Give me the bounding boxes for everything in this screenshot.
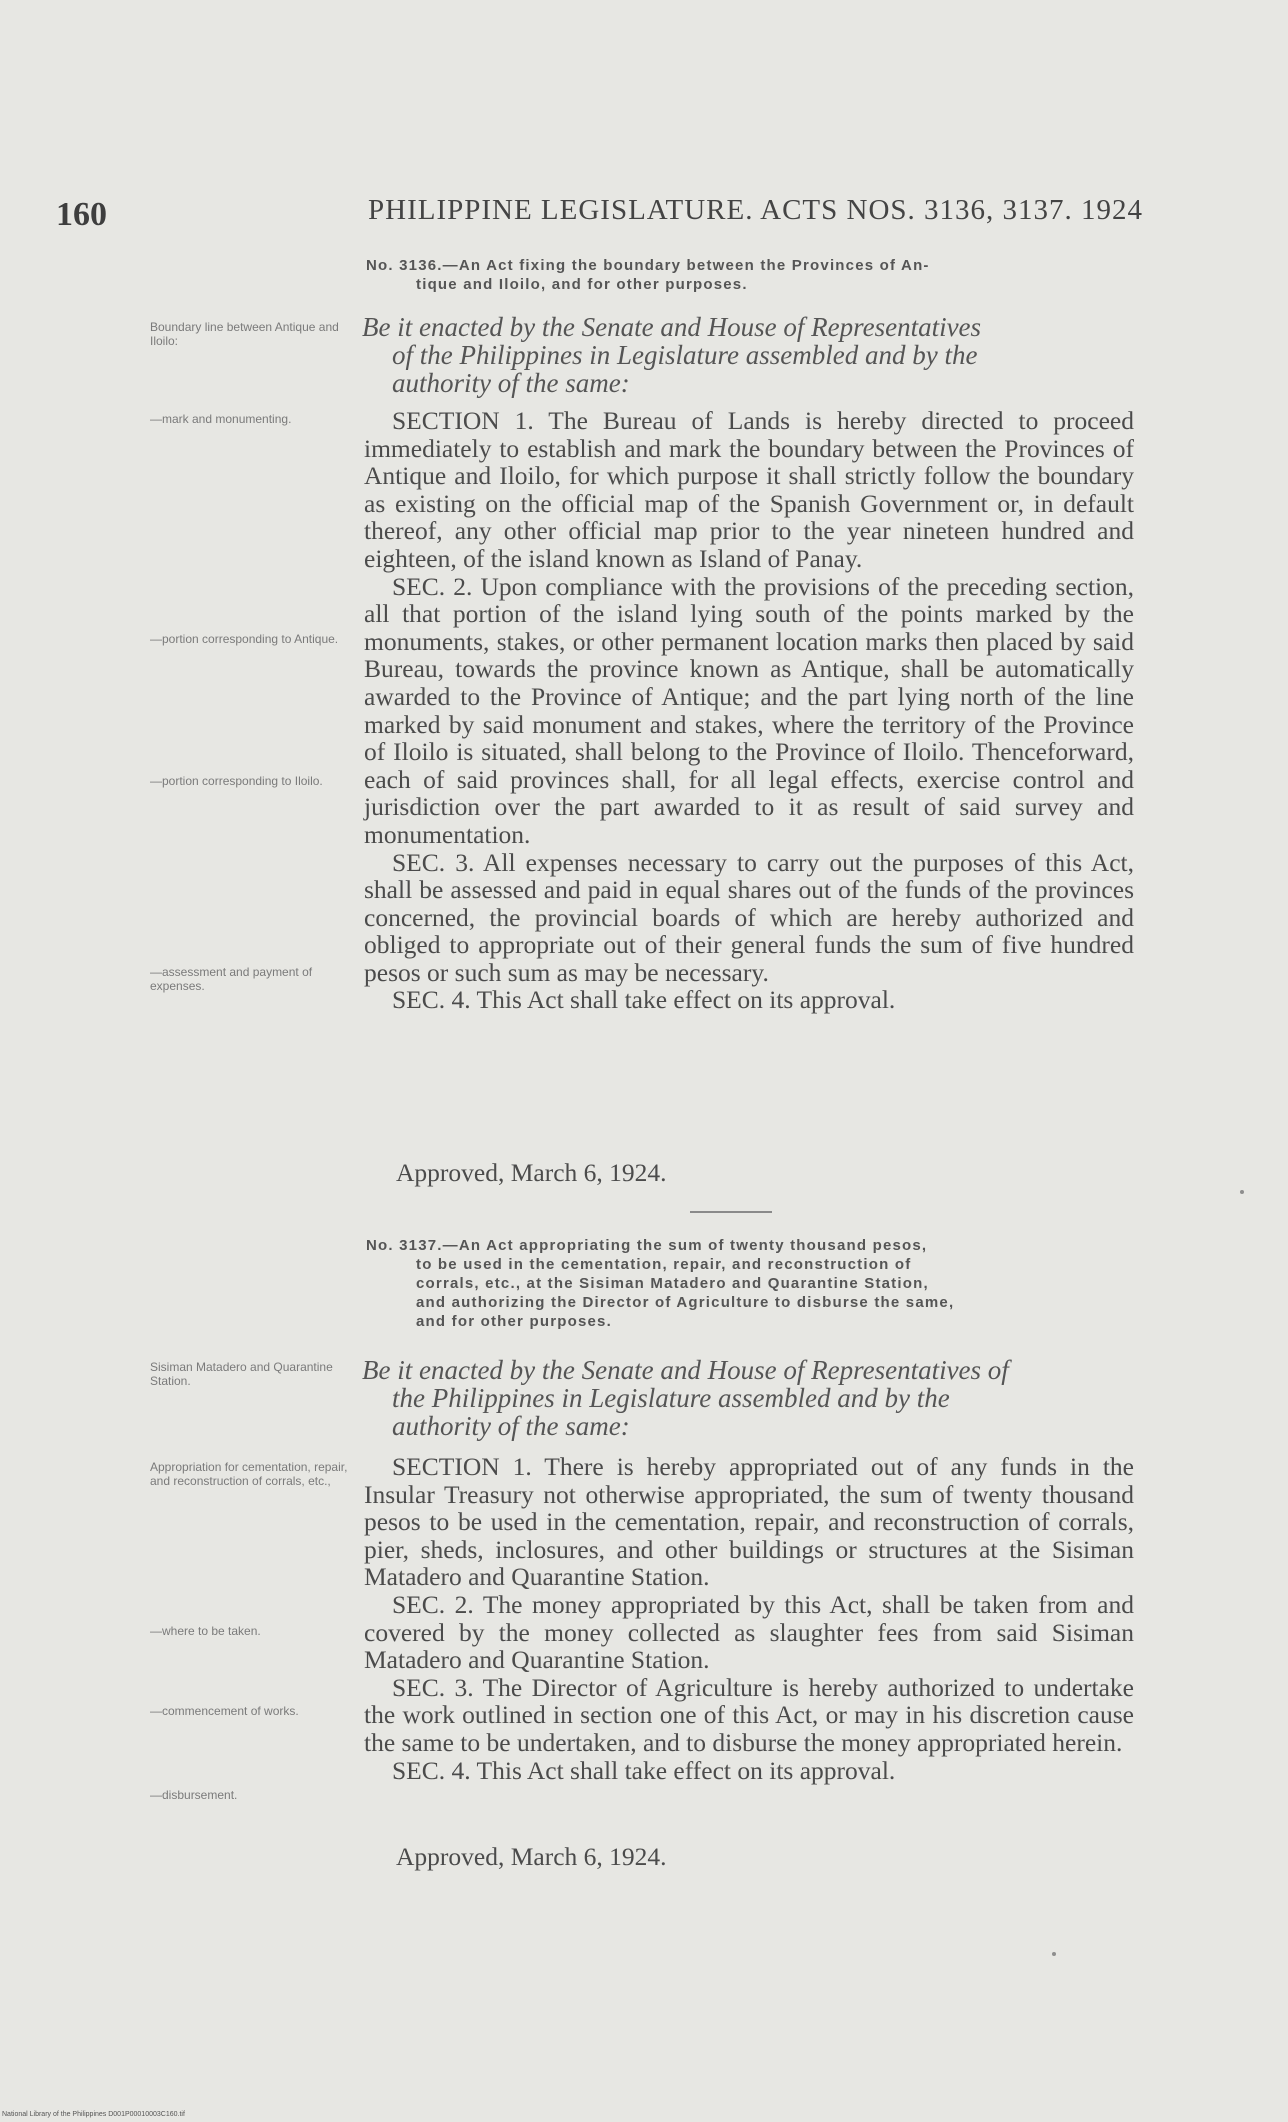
act-3137-title-line: to be used in the cementation, repair, and reconstruction of bbox=[416, 1256, 912, 1273]
enacting-line: Be it enacted by the Senate and House of Representatives bbox=[362, 312, 982, 342]
margin-note-commencement: —commencement of works. bbox=[150, 1704, 299, 1718]
scan-speck bbox=[1240, 1190, 1244, 1194]
scan-speck bbox=[1052, 1952, 1056, 1956]
enacting-line: authority of the same: bbox=[392, 368, 630, 398]
enacting-line: of the Philippines in Legislature assembled and by the bbox=[392, 340, 978, 370]
act-3137-title bbox=[366, 1236, 1136, 1331]
act-3137-title-line: and for other purposes. bbox=[416, 1313, 612, 1330]
margin-note-boundary: Boundary line between Antique and Iloilo: bbox=[150, 320, 339, 348]
act-3136-section-2: SEC. 2. Upon compliance with the provisions of the preceding section, all that portion of the island lying south of the points marked by the monuments, stakes, or other permanent location marks then placed by said Bureau, towards the province known as Antique, shall be automatically awarded to the Province of Antique; and the part lying north of the line marked by said monument and stakes, where the territory of the Province of Iloilo is situated, shall belong to the Province of Iloilo. Thenceforward, each of said provinces shall, for all legal effects, exercise control and jurisdiction over the part awarded to it as result of said survey and monumentation. bbox=[364, 571, 1134, 849]
margin-note-antique: —portion corresponding to Antique. bbox=[150, 632, 339, 646]
act-3136-enacting-clause bbox=[362, 313, 1136, 397]
margin-note-where: —where to be taken. bbox=[150, 1624, 261, 1638]
enacting-line: the Philippines in Legislature assembled and by the bbox=[392, 1383, 950, 1413]
footer-caption: National Library of the Philippines D001P00010003C160.tif bbox=[2, 2111, 185, 2118]
act-3136-approved: Approved, March 6, 1924. bbox=[396, 1158, 667, 1187]
running-head: PHILIPPINE LEGISLATURE. ACTS NOS. 3136, 3137. 1924 bbox=[368, 194, 1144, 226]
act-3137-section-4: SEC. 4. This Act shall take effect on its approval. bbox=[392, 1755, 896, 1785]
act-3136-section-3: SEC. 3. All expenses necessary to carry out the purposes of this Act, shall be assessed and paid in equal shares out of the funds of the provinces concerned, the provincial boards of which are hereby authorized and obliged to appropriate out of their general funds the sum of five hundred pesos or such sum as may be necessary. bbox=[364, 847, 1134, 987]
enacting-line: Be it enacted by the Senate and House of Representatives of bbox=[362, 1355, 1009, 1385]
act-3136-section-4: SEC. 4. This Act shall take effect on its approval. bbox=[392, 985, 896, 1015]
margin-note-expenses: —assessment and payment of expenses. bbox=[150, 965, 313, 993]
margin-note-appropriation: Appropriation for cementation, repair, and reconstruction of corrals, etc., bbox=[150, 1460, 348, 1488]
margin-note-sisiman: Sisiman Matadero and Quarantine Station. bbox=[150, 1360, 333, 1388]
margin-note-iloilo: —portion corresponding to Iloilo. bbox=[150, 774, 323, 788]
act-3136-section-1: SECTION 1. The Bureau of Lands is hereby directed to proceed immediately to establish and mark the boundary between the Provinces of Antique and Iloilo, for which purpose it shall strictly follow the boundary as existing on the official map of the Spanish Government or, in default thereof, any other official map prior to the year nineteen hundred and eighteen, of the island known as Island of Panay. bbox=[364, 406, 1134, 573]
margin-note-disbursement: —disbursement. bbox=[150, 1788, 238, 1802]
act-3136-title-line: No. 3136.—An Act fixing the boundary between the Provinces of An- bbox=[366, 257, 930, 274]
act-3137-section-1: SECTION 1. There is hereby appropriated out of any funds in the Insular Treasury not otherwise appropriated, the sum of twenty thousand pesos to be used in the cementation, repair, and reconstruction of corrals, pier, sheds, inclosures, and other buildings or structures at the Sisiman Matadero and Quarantine Station. bbox=[364, 1452, 1134, 1592]
enacting-line: authority of the same: bbox=[392, 1411, 630, 1441]
act-3136-title-line: tique and Iloilo, and for other purposes. bbox=[416, 276, 748, 293]
act-3137-approved: Approved, March 6, 1924. bbox=[396, 1842, 667, 1871]
act-3137-body bbox=[364, 1453, 1134, 1784]
act-3136-title bbox=[366, 256, 1136, 294]
act-3136-body bbox=[364, 407, 1134, 1014]
act-3137-enacting-clause bbox=[362, 1356, 1136, 1440]
margin-note-mark: —mark and monumenting. bbox=[150, 412, 292, 426]
act-3137-title-line: and authorizing the Director of Agriculture to disburse the same, bbox=[416, 1294, 955, 1311]
act-3137-title-line: No. 3137.—An Act appropriating the sum of twenty thousand pesos, bbox=[366, 1237, 928, 1254]
act-3137-section-2: SEC. 2. The money appropriated by this Act, shall be taken from and covered by the money collected as slaughter fees from said Sisiman Matadero and Quarantine Station. bbox=[364, 1589, 1134, 1675]
page-number: 160 bbox=[56, 196, 107, 233]
act-3137-title-line: corrals, etc., at the Sisiman Matadero and Quarantine Station, bbox=[416, 1275, 929, 1292]
section-divider bbox=[690, 1211, 772, 1213]
act-3137-section-3: SEC. 3. The Director of Agriculture is hereby authorized to undertake the work outlined in section one of this Act, or may in his discretion cause the same to be undertaken, and to disburse the money appropriated herein. bbox=[364, 1672, 1134, 1757]
